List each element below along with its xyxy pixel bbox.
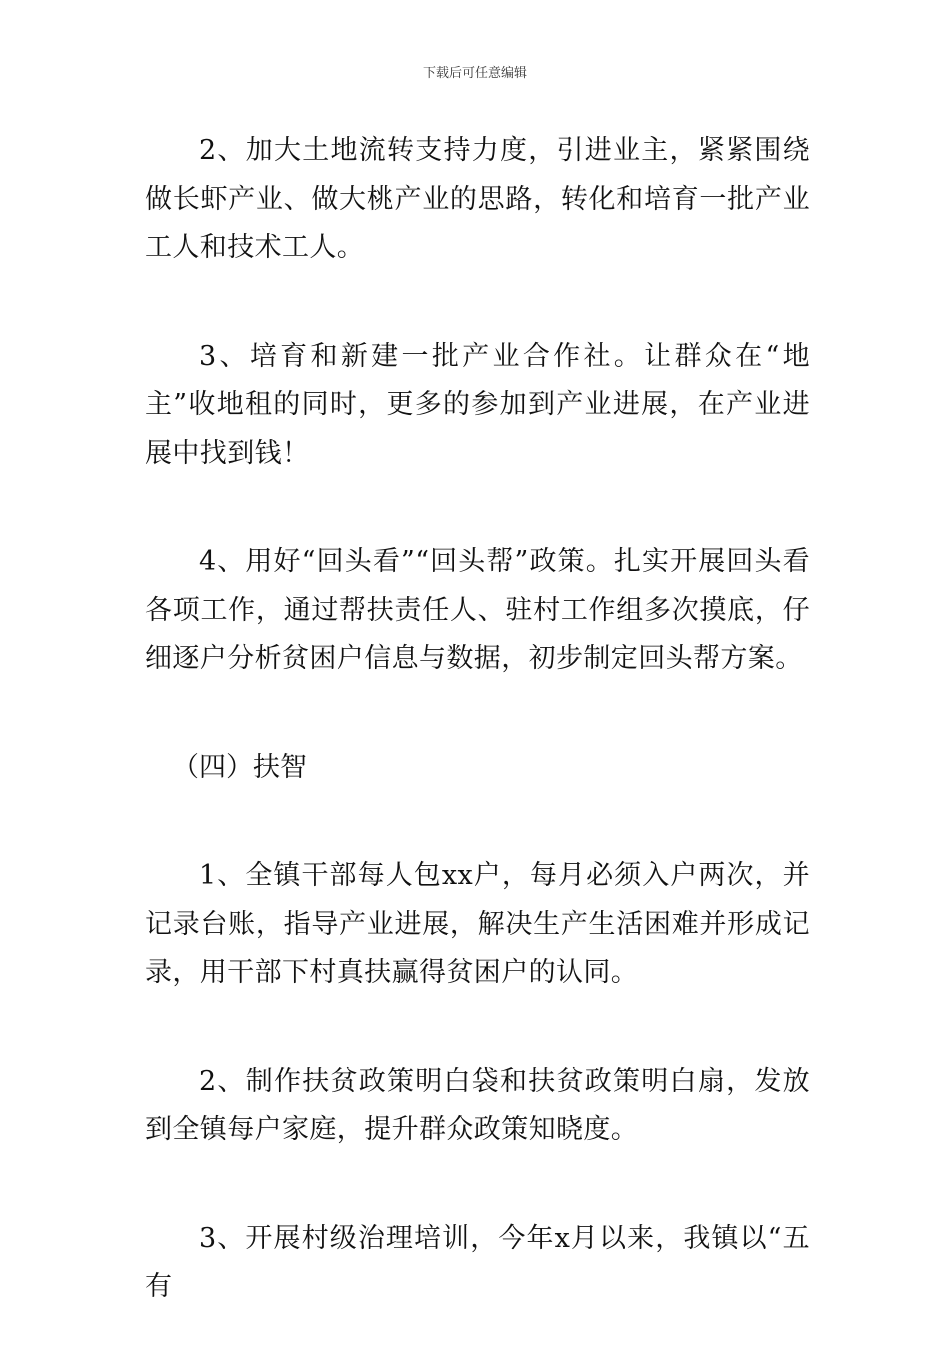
paragraph-village-training: 3、开展村级治理培训，今年x月以来，我镇以“五有 xyxy=(145,1222,810,1302)
page-header: 下载后可任意编辑 xyxy=(422,66,527,81)
paragraph-cadre-households: 1、全镇干部每人包xx户，每月必须入户两次，并记录台账，指导产业进展，解决生产生活困难并形成记录，用干部下村真扶赢得贫困户的认同。 xyxy=(145,860,810,988)
section-heading-fuzhi: （四）扶智 xyxy=(172,751,307,783)
paragraph-policy-materials: 2、制作扶贫政策明白袋和扶贫政策明白扇，发放到全镇每户家庭，提升群众政策知晓度。 xyxy=(145,1065,810,1145)
paragraph-review-policy: 4、用好“回头看”“回头帮”政策。扎实开展回头看各项工作，通过帮扶责任人、驻村工作组多次摸底，仔细逐户分析贫困户信息与数据，初步制定回头帮方案。 xyxy=(145,546,810,674)
paragraph-land-transfer: 2、加大土地流转支持力度，引进业主，紧紧围绕做长虾产业、做大桃产业的思路，转化和培育一批产业工人和技术工人。 xyxy=(145,135,810,263)
document-body xyxy=(145,127,810,1372)
paragraph-cooperatives: 3、培育和新建一批产业合作社。让群众在“地主”收地租的同时，更多的参加到产业进展，在产业进展中找到钱！ xyxy=(145,340,810,469)
